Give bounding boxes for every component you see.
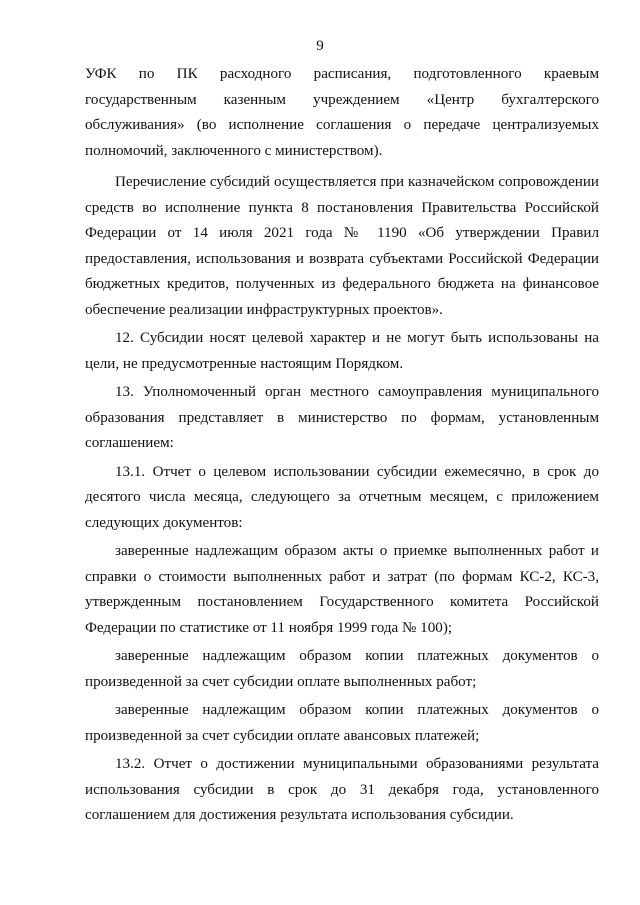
paragraph-13: 13. Уполномоченный орган местного самоуправления муниципального образования представляет в министерство по формам, установленным соглашением: (85, 384, 599, 451)
paragraph-subsidy-transfer: Перечисление субсидий осуществляется при казначейском сопровождении средств во исполнение пункта 8 постановления Правительства Российской Федерации от 14 июля 2021 года № 1190 «Об утверждении Правил предоставления, использования и возврата субъектами Российской Федерации бюджетных кредитов, полученных из федерального бюджета на финансовое обеспечение реализации инфраструктурных проектов». (85, 174, 599, 318)
page-number: 9 (316, 38, 324, 54)
list-item-payment-docs-works: заверенные надлежащим образом копии платежных документов о произведенной за счет субсидии оплате выполненных работ; (85, 648, 599, 690)
paragraph-13-1: 13.1. Отчет о целевом использовании субсидии ежемесячно, в срок до десятого числа месяца, следующего за отчетным месяцем, с приложением следующих документов: (85, 463, 599, 531)
paragraph-13-2: 13.2. Отчет о достижении муниципальными образованиями результата использования субсидии в срок до 31 декабря года, установленного соглашением для достижения результата использования субсидии. (85, 756, 599, 823)
document-body (85, 62, 599, 829)
list-item-payment-docs-advances: заверенные надлежащим образом копии платежных документов о произведенной за счет субсидии оплате авансовых платежей; (85, 702, 599, 744)
list-item-acts: заверенные надлежащим образом акты о приемке выполненных работ и справки о стоимости выполненных работ и затрат (по формам КС-2, КС-3, утвержденным постановлением Государственного комитета Российской Федерации по статистике от 11 ноября 1999 года № 100); (85, 543, 599, 636)
paragraph-continuation: УФК по ПК расходного расписания, подготовленного краевым государственным казенным учреждением «Центр бухгалтерского обслуживания» (во исполнение соглашения о передаче централизуемых полномочий, заключенного с министерством). (85, 66, 599, 159)
paragraph-12: 12. Субсидии носят целевой характер и не могут быть использованы на цели, не предусмотренные настоящим Порядком. (85, 330, 599, 372)
